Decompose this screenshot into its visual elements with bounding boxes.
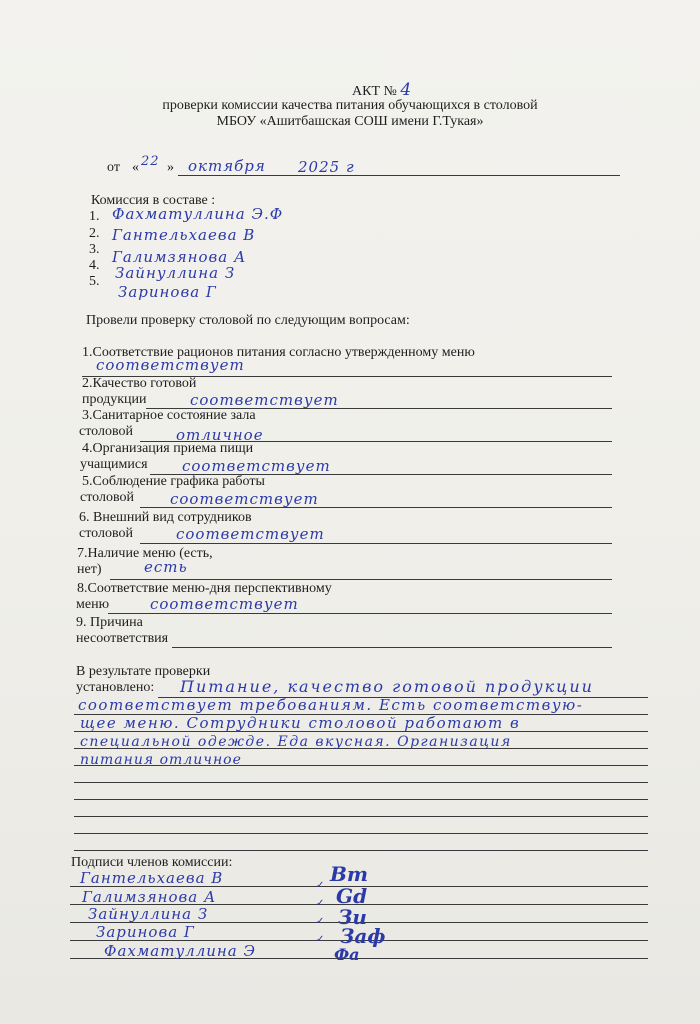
- member-name: Фахматуллина Э.Ф: [112, 205, 284, 223]
- result-text-line: питания отличное: [80, 752, 242, 768]
- signatures-title: Подписи членов комиссии:: [71, 855, 233, 870]
- check-mark-icon: ✓: [316, 898, 325, 909]
- date-month: октября: [188, 157, 266, 175]
- question-7-cont: нет): [77, 562, 102, 577]
- signature-mark: Заф: [340, 924, 386, 948]
- check-mark-icon: ✓: [316, 916, 325, 927]
- date-day: 22: [141, 154, 160, 169]
- answer-line: [140, 543, 612, 544]
- result-label-1: В результате проверки: [76, 664, 211, 679]
- question-4-cont: учащимися: [80, 457, 148, 472]
- question-1: 1.Соответствие рационов питания согласно утвержденному меню: [82, 345, 475, 360]
- question-8-cont: меню: [76, 597, 110, 612]
- check-intro: Провели проверку столовой по следующим вопросам:: [86, 313, 410, 328]
- question-6-cont: столовой: [79, 526, 133, 541]
- member-name: Гантельхаева В: [112, 226, 256, 244]
- question-9-cont: несоответствия: [76, 631, 169, 646]
- question-2: 2.Качество готовой: [82, 376, 197, 391]
- member-number: 2.: [89, 226, 100, 241]
- answer-4: соответствует: [182, 457, 331, 475]
- answer-line: [108, 613, 612, 614]
- signer-name: Зайнуллина З: [88, 905, 209, 923]
- date-line: [178, 175, 620, 176]
- signature-mark: Вт: [330, 862, 369, 886]
- header-line-2: МБОУ «Ашитбашская СОШ имени Г.Тукая»: [216, 114, 484, 129]
- result-line: [74, 782, 648, 783]
- question-5: 5.Соблюдение графика работы: [82, 474, 265, 489]
- date-close-quote: »: [167, 160, 174, 175]
- answer-5: соответствует: [170, 490, 319, 508]
- answer-3: отличное: [176, 426, 264, 444]
- question-6: 6. Внешний вид сотрудников: [79, 510, 252, 525]
- question-9: 9. Причина: [76, 615, 143, 630]
- header-line-1: проверки комиссии качества питания обучающихся в столовой: [162, 98, 538, 113]
- result-text-line: специальной одежде. Еда вкусная. Организация: [80, 734, 512, 750]
- question-2-cont: продукции: [82, 392, 147, 407]
- answer-8: соответствует: [150, 595, 299, 613]
- signer-name: Фахматуллина Э: [104, 942, 256, 960]
- act-label: АКТ №: [352, 84, 397, 99]
- answer-7: есть: [144, 558, 188, 576]
- check-mark-icon: ✓: [316, 880, 325, 891]
- signer-name: Заринова Г: [96, 923, 195, 941]
- question-8: 8.Соответствие меню-дня перспективному: [77, 581, 332, 596]
- date-prefix: от: [107, 160, 120, 175]
- result-text-line: соответствует требованиям. Есть соответствую-: [78, 696, 584, 714]
- member-name: Галимзянова А: [112, 248, 247, 266]
- commission-title: Комиссия в составе :: [91, 193, 216, 208]
- signature-mark: Фа: [334, 945, 360, 964]
- question-7: 7.Наличие меню (есть,: [77, 546, 213, 561]
- result-text-line: Питание, качество готовой продукции: [180, 677, 594, 696]
- result-text-line: щее меню. Сотрудники столовой работают в: [80, 714, 521, 732]
- result-line: [74, 833, 648, 834]
- member-number: 4.: [89, 258, 100, 273]
- member-number: 3.: [89, 242, 100, 257]
- answer-6: соответствует: [176, 525, 325, 543]
- question-5-cont: столовой: [80, 490, 134, 505]
- answer-line: [172, 647, 612, 648]
- answer-line: [110, 579, 612, 580]
- answer-2: соответствует: [190, 391, 339, 409]
- result-line: [74, 850, 648, 851]
- member-name: Заринова Г: [118, 283, 217, 301]
- date-year: 2025 г: [298, 158, 355, 176]
- question-3: 3.Санитарное состояние зала: [82, 408, 256, 423]
- result-line: [74, 816, 648, 817]
- check-mark-icon: ✓: [316, 934, 325, 945]
- question-4: 4.Организация приема пищи: [82, 441, 254, 456]
- act-number: 4: [400, 80, 413, 100]
- question-3-cont: столовой: [79, 424, 133, 439]
- member-number: 5.: [89, 274, 100, 289]
- signer-name: Гантельхаева В: [80, 869, 224, 887]
- signature-mark: Зи: [338, 905, 367, 929]
- date-open-quote: «: [132, 160, 139, 175]
- member-number: 1.: [89, 209, 100, 224]
- result-line: [74, 799, 648, 800]
- answer-line: [140, 507, 612, 508]
- signature-mark: Gd: [336, 884, 368, 908]
- member-name: Зайнуллина З: [115, 264, 236, 282]
- answer-1: соответствует: [96, 356, 245, 374]
- signer-name: Галимзянова А: [82, 888, 217, 906]
- result-label-2: установлено:: [76, 680, 155, 695]
